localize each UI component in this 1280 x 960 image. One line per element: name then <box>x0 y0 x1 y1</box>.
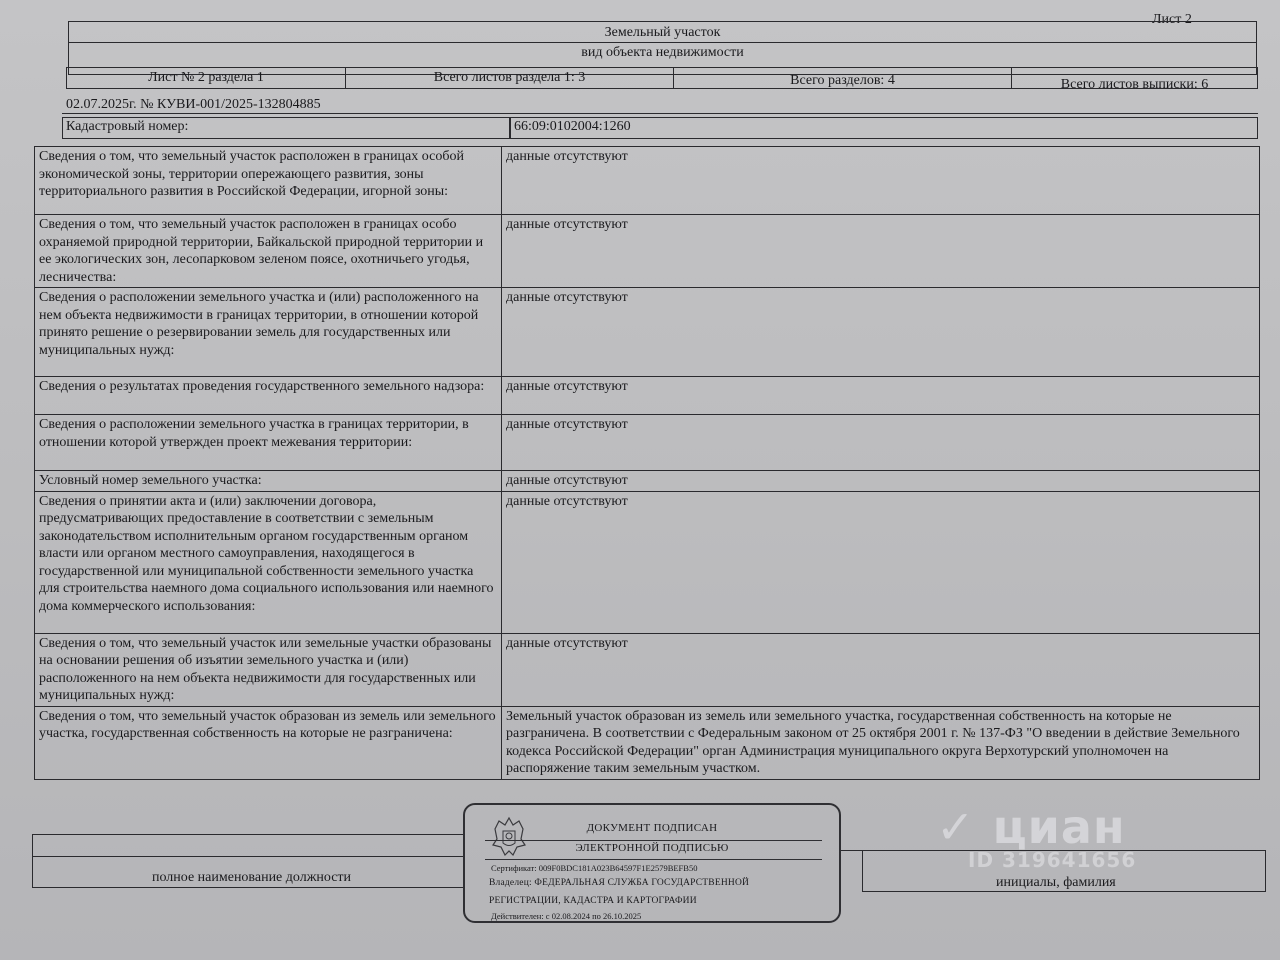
object-title: Земельный участок <box>604 25 721 40</box>
row-label: Сведения о результатах проведения государственного земельного надзора: <box>35 377 502 415</box>
row-label: Сведения о расположении земельного участка в границах территории, в отношении которой утвержден проект межевания территории: <box>35 415 502 471</box>
cadastral-number: 66:09:0102004:1260 <box>510 117 1258 139</box>
stamp-owner-cont: РЕГИСТРАЦИИ, КАДАСТРА И КАРТОГРАФИИ <box>489 896 697 906</box>
stamp-line2: ЭЛЕКТРОННОЙ ПОДПИСЬЮ <box>575 842 729 854</box>
watermark-logo <box>936 800 1126 854</box>
divider <box>485 859 822 860</box>
total-sections: Всего разделов: 4 <box>673 67 1011 89</box>
row-label: Условный номер земельного участка: <box>35 471 502 492</box>
row-value: данные отсутствуют <box>502 215 1260 288</box>
name-caption: инициалы, фамилия <box>996 875 1116 890</box>
divider <box>32 834 464 835</box>
total-sheets-section: Всего листов раздела 1: 3 <box>345 67 673 89</box>
watermark-brand: циан <box>992 800 1126 854</box>
table-row <box>35 147 1260 215</box>
sheet-info: Лист № 2 раздела 1 <box>66 67 345 89</box>
stamp-validity: Действителен: с 02.08.2024 по 26.10.2025 <box>491 911 642 921</box>
row-value: данные отсутствуют <box>502 491 1260 633</box>
row-label: Сведения о том, что земельный участок расположен в границах особой экономической зоны, территории опережающего развития, зоны территориального развития в Российской Федерации, игорной зоны: <box>35 147 502 215</box>
row-value: данные отсутствуют <box>502 147 1260 215</box>
row-label: Сведения о том, что земельный участок образован из земель или земельного участка, государственная собственность на которые не разграничена: <box>35 706 502 779</box>
cadastral-row <box>62 117 1258 139</box>
stamp-owner: Владелец: ФЕДЕРАЛЬНАЯ СЛУЖБА ГОСУДАРСТВЕННОЙ <box>489 878 750 888</box>
table-row <box>35 377 1260 415</box>
info-table <box>34 146 1260 780</box>
divider <box>862 891 1266 892</box>
table-row <box>35 471 1260 492</box>
row-value: Земельный участок образован из земель или земельного участка, государственная собственность на которые не разграничена. В соответствии с Федеральным законом от 25 октября 2001 г. № 137-ФЗ "О введении в действие Земельного кодекса Российской Федерации" орган Администрация муниципального округа Верхотурский уполномочен на распоряжение таким земельным участком. <box>502 706 1260 779</box>
table-row <box>35 215 1260 288</box>
divider <box>1265 850 1266 891</box>
row-label: Сведения о том, что земельный участок или земельные участки образованы на основании решения об изъятии земельного участка и (или) расположенного на нем объекта недвижимости для государственных или муниципальных нужд: <box>35 633 502 706</box>
total-sheets-extract: Всего листов выписки: 6 <box>1011 67 1258 89</box>
row-label: Сведения о расположении земельного участка и (или) расположенного на нем объекта недвижимости в границах территории, в отношении которой принято решение о резервировании земель для государственных или муниципальных нужд: <box>35 288 502 377</box>
stamp-line1: ДОКУМЕНТ ПОДПИСАН <box>586 822 718 834</box>
watermark-check-icon: ✓ <box>936 800 976 854</box>
stamp-certificate: Сертификат: 009F0BDC181A023B64597F1E2579BEFB50 <box>491 863 698 873</box>
divider <box>32 856 464 857</box>
table-row <box>35 288 1260 377</box>
row-label: Сведения о том, что земельный участок расположен в границах особо охраняемой природной территории, Байкальской природной территории и ее экологических зон, лесопарковом зеленом поясе, охотничьего угодья, лесничества: <box>35 215 502 288</box>
divider <box>62 113 1258 114</box>
table-row <box>35 415 1260 471</box>
row-value: данные отсутствуют <box>502 633 1260 706</box>
table-row <box>35 491 1260 633</box>
table-row <box>35 633 1260 706</box>
row-value: данные отсутствуют <box>502 415 1260 471</box>
object-title-box <box>68 21 1257 43</box>
divider <box>485 840 822 841</box>
object-caption: вид объекта недвижимости <box>581 45 744 60</box>
position-caption: полное наименование должности <box>152 870 352 885</box>
page-label: Лист 2 <box>1152 12 1192 27</box>
divider <box>32 887 464 888</box>
row-value: данные отсутствуют <box>502 471 1260 492</box>
watermark-id: ID 319641656 <box>968 848 1137 872</box>
row-label: Сведения о принятии акта и (или) заключении договора, предусматривающих предоставление в соответствии с земельным законодательством исполнительным органом государственным органом власти или органом местного самоуправления, находящегося в государственной или муниципальной собственности земельного участка для строительства наемного дома социального использования или наемного дома коммерческого использования: <box>35 491 502 633</box>
e-signature-stamp <box>463 803 841 923</box>
row-value: данные отсутствуют <box>502 377 1260 415</box>
divider <box>862 850 863 891</box>
extract-reference: 02.07.2025г. № КУВИ-001/2025-132804885 <box>66 97 321 112</box>
row-value: данные отсутствуют <box>502 288 1260 377</box>
cadastral-label: Кадастровый номер: <box>62 117 510 139</box>
divider <box>32 834 33 887</box>
sheet-info-row <box>66 67 1258 92</box>
table-row <box>35 706 1260 779</box>
